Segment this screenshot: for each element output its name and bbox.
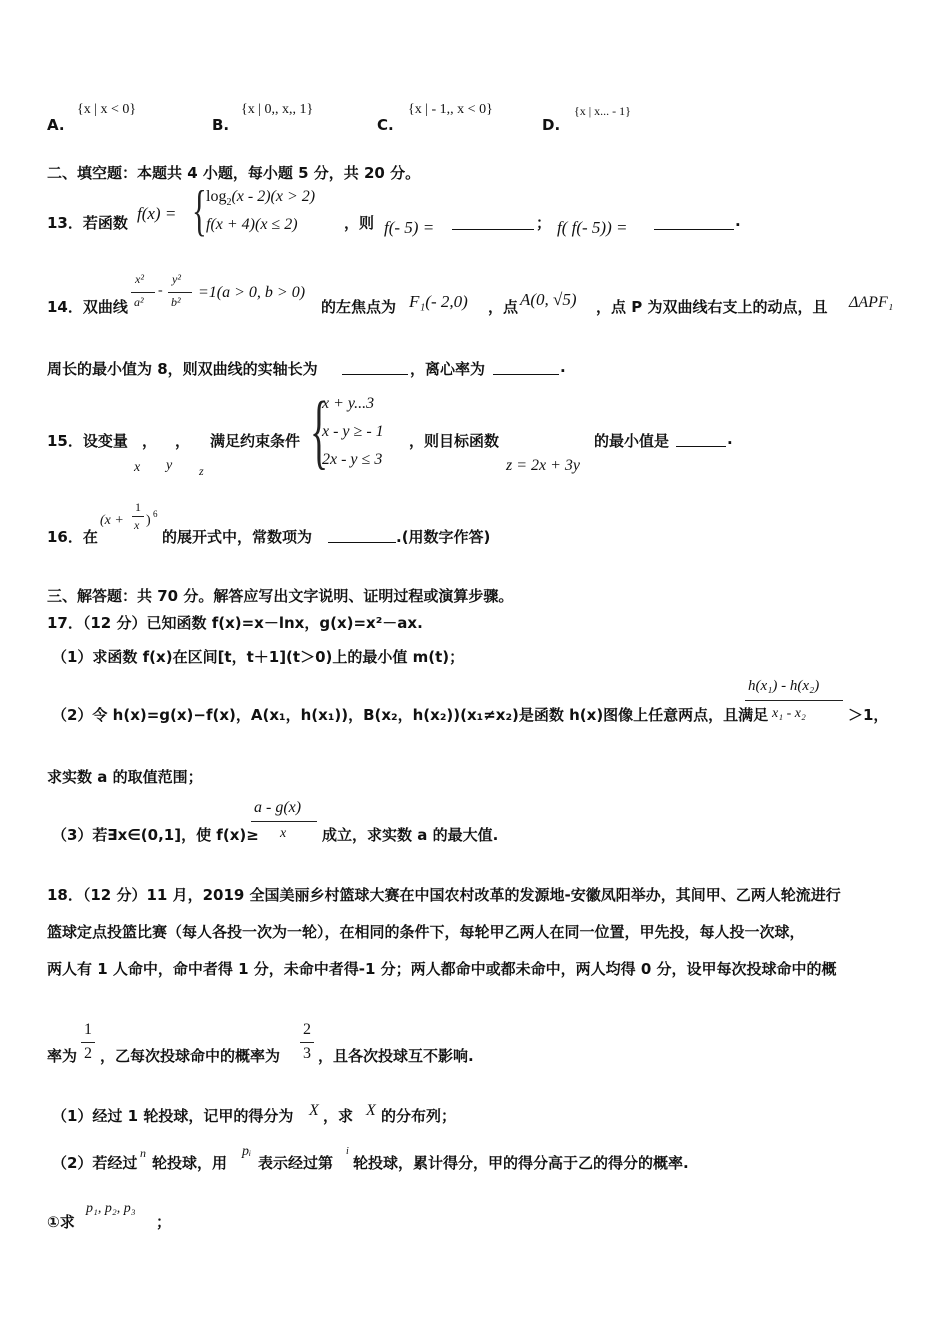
q13-case2: f(x + 4)(x ≤ 2) — [206, 216, 298, 233]
q13-end: . — [735, 212, 741, 230]
q15-constraint1: x + y...3 — [322, 395, 375, 412]
q13-blank1[interactable] — [452, 216, 534, 230]
q15-text1: 满足约束条件 — [210, 432, 301, 450]
q15-text2: ，则目标函数 — [409, 432, 500, 450]
q18-frac2-den: 3 — [303, 1045, 311, 1062]
q18-part2a: （2）若经过 — [52, 1154, 138, 1172]
q16-end: .(用数字作答) — [396, 528, 491, 546]
q18-part2b: 轮投球，用 — [152, 1154, 228, 1172]
choice-d-label: D. — [542, 116, 561, 134]
q17-part2: （2）令 h(x)=g(x)−f(x)，A(x₁，h(x₁))，B(x₂，h(x₂))(x₁≠x₂)是函数 h(x)图像上任意两点，且满足 — [52, 706, 769, 724]
q13-prefix: 13．若函数 — [47, 214, 128, 232]
q16-blank[interactable] — [328, 528, 396, 543]
q14-num1: x² — [135, 272, 144, 286]
q18-part3b: ； — [156, 1213, 172, 1231]
q13-fx: f(x) = — [137, 204, 177, 223]
q18-part3a: ①求 — [47, 1213, 75, 1231]
q16-frac-den: x — [134, 518, 140, 532]
q18-part1c: 的分布列； — [381, 1107, 457, 1125]
q14-den2: b² — [171, 295, 181, 309]
q18-p123: p₁, p₂, p₃ — [86, 1201, 136, 1216]
q13-ask1: f(- 5) = — [384, 218, 435, 237]
q18-line4b: ，乙每次投球命中的概率为 — [100, 1047, 281, 1065]
choice-c-math: {x | - 1,, x < 0} — [408, 102, 493, 117]
q17-part1: （1）求函数 f(x)在区间[t，t＋1](t＞0)上的最小值 m(t)； — [52, 648, 465, 666]
q14-triangle: ΔAPF₁ — [849, 294, 894, 311]
q15-comma2: ， — [175, 432, 191, 450]
q16-power: 6 — [153, 509, 158, 519]
q17-p2-den: x₁ - x₂ — [772, 706, 806, 721]
q14-text2: ，点 — [488, 298, 519, 316]
q18-var-X2: X — [366, 1102, 376, 1119]
q14-text1: 的左焦点为 — [321, 298, 397, 316]
q16-expr-close: ) — [146, 513, 151, 528]
q13-blank2[interactable] — [654, 216, 734, 230]
q18-var-n: n — [140, 1146, 146, 1160]
q13-sep: ； — [536, 214, 552, 232]
section3-title: 三、解答题：共 70 分。解答应写出文字说明、证明过程或演算步骤。 — [47, 587, 514, 605]
q17-p2-num: h(x₁) - h(x₂) — [748, 678, 820, 694]
q18-var-pi: pᵢ — [242, 1144, 252, 1159]
q14-condition: =1(a > 0, b > 0) — [198, 284, 306, 301]
q14-line2c: . — [560, 358, 566, 376]
q14-prefix: 14．双曲线 — [47, 298, 128, 316]
q15-prefix: 15．设变量 — [47, 432, 128, 450]
q14-den1: a² — [134, 295, 144, 309]
q13-case1: $\log_2(x - 2)(x > 2)$ — [206, 188, 316, 209]
q18-part2c: 表示经过第 — [258, 1154, 334, 1172]
q18-frac1-line — [81, 1042, 95, 1043]
q14-frac1-line — [131, 292, 155, 293]
q16-text: 的展开式中，常数项为 — [162, 528, 313, 546]
choice-c-label: C. — [377, 116, 394, 134]
q17-p3-den: x — [280, 826, 287, 841]
q16-prefix: 16．在 — [47, 528, 98, 546]
choice-a-math: {x | x < 0} — [77, 102, 137, 117]
q16-expr-open: (x + — [100, 513, 124, 528]
q13-then: ，则 — [344, 214, 375, 232]
q18-frac1-num: 1 — [84, 1021, 92, 1038]
q18-part1b: ，求 — [323, 1107, 354, 1125]
q13-ask2: f( f(- 5)) = — [557, 218, 628, 237]
q18-frac1-den: 2 — [84, 1045, 92, 1062]
q14-text3: ，点 P 为双曲线右支上的动点，且 — [596, 298, 828, 316]
q18-part2d: 轮投球，累计得分，甲的得分高于乙的得分的概率. — [353, 1154, 689, 1172]
q17-head: 17．（12 分）已知函数 f(x)=x－lnx，g(x)=x²－ax. — [47, 614, 423, 632]
q14-point-a: A(0, √5) — [520, 290, 577, 309]
q14-minus: - — [158, 283, 163, 298]
section2-title: 二、填空题：本题共 4 小题，每小题 5 分，共 20 分。 — [47, 164, 421, 182]
q17-p2-line2: 求实数 a 的取值范围； — [47, 768, 203, 786]
choice-b-math: {x | 0,, x,, 1} — [241, 102, 314, 117]
q18-var-i: i — [346, 1146, 349, 1157]
q15-constraint2: x - y ≥ - 1 — [322, 423, 384, 440]
q15-brace: { — [310, 385, 329, 478]
q15-text3: 的最小值是 — [594, 432, 670, 450]
q15-var-z: z — [199, 464, 204, 478]
q18-line3: 两人有 1 人命中，命中者得 1 分，未命中者得-1 分；两人都命中或都未命中，两人均得 0 分，设甲每次投球命中的概 — [47, 960, 837, 978]
q14-focus: F₁(- 2,0) — [409, 292, 468, 311]
choice-a-label: A. — [47, 116, 65, 134]
q15-constraint3: 2x - y ≤ 3 — [322, 451, 383, 468]
q17-part3a: （3）若∃x∈(0,1]，使 f(x)≥ — [52, 826, 259, 844]
q13-brace: { — [192, 180, 207, 242]
q17-part3b: 成立，求实数 a 的最大值. — [322, 826, 499, 844]
q15-end: . — [727, 430, 733, 448]
q14-blank2[interactable] — [493, 360, 559, 375]
choice-b-label: B. — [212, 116, 230, 134]
q14-line2a: 周长的最小值为 8，则双曲线的实轴长为 — [47, 360, 318, 378]
q18-part1a: （1）经过 1 轮投球，记甲的得分为 — [52, 1107, 294, 1125]
q17-p3-num: a - g(x) — [254, 799, 302, 816]
q14-frac2-line — [168, 292, 192, 293]
q17-p2-frac-line — [745, 700, 843, 701]
q16-frac-num: 1 — [135, 500, 141, 514]
q14-num2: y² — [172, 272, 181, 286]
q17-p2-end: ＞1， — [848, 706, 889, 724]
q18-line4a: 率为 — [47, 1047, 78, 1065]
choice-d-math: {x | x... - 1} — [574, 104, 631, 118]
q18-frac2-line — [300, 1042, 314, 1043]
q16-frac-line — [132, 516, 144, 517]
q15-var-x: x — [134, 460, 141, 475]
q18-frac2-num: 2 — [303, 1021, 311, 1038]
q15-comma1: ， — [142, 432, 158, 450]
q18-var-X1: X — [309, 1102, 319, 1119]
q15-blank[interactable] — [676, 432, 726, 447]
q14-blank1[interactable] — [342, 360, 408, 375]
q18-line4c: ，且各次投球互不影响. — [318, 1047, 474, 1065]
q15-var-y: y — [166, 458, 173, 473]
q17-p3-frac-line — [251, 821, 317, 822]
q15-objective: z = 2x + 3y — [506, 457, 581, 474]
q18-line2: 篮球定点投篮比赛（每人各投一次为一轮），在相同的条件下，每轮甲乙两人在同一位置，甲先投，每人投一次球， — [47, 923, 805, 941]
q18-line1: 18．（12 分）11 月，2019 全国美丽乡村篮球大赛在中国农村改革的发源地-安徽凤阳举办，其间甲、乙两人轮流进行 — [47, 886, 841, 904]
q14-line2b: ，离心率为 — [410, 360, 486, 378]
